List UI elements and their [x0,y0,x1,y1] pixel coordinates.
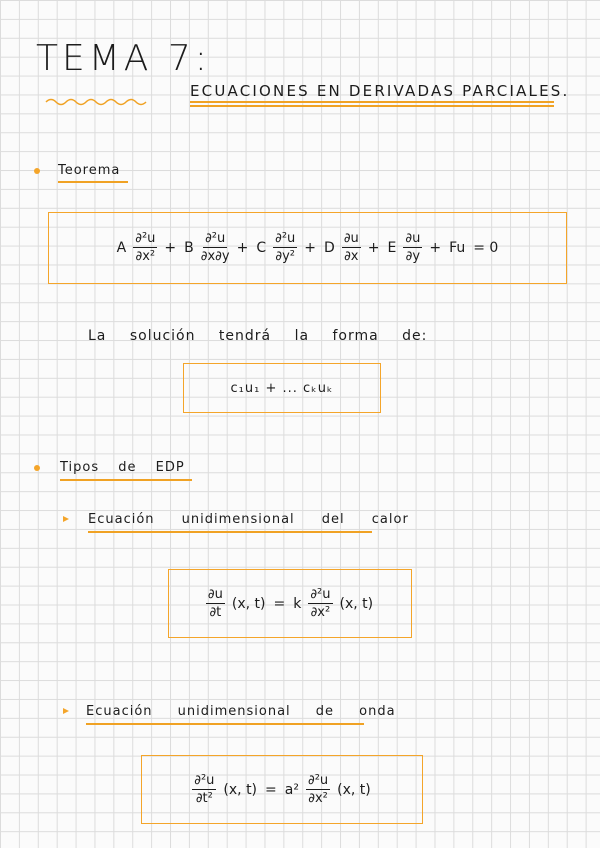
title-wavy-underline [44,97,152,107]
fraction: $\frac{\partial u}{\partial t}$ [207,586,223,620]
subheading-calor: Ecuación unidimensional del calor [88,512,409,527]
triangle-bullet [63,708,69,714]
fraction: $\frac{\text{∂²u}}{\text{∂x²}}$ [135,231,156,264]
section-heading-teorema: Teorema [58,163,121,178]
subheading-underline [86,723,364,725]
section-heading-tipos: Tipos de EDP [60,460,185,475]
fraction: $\frac{\text{∂²u}}{\text{∂t²}}$ [194,772,215,806]
heading-underline [60,479,192,481]
triangle-bullet [63,516,69,522]
bullet-dot [34,465,40,471]
title-underline-1 [190,101,554,103]
wave-equation: $\frac{\text{∂²u}}{\text{∂t²}}$ (x, t) = a² $\frac{\text{∂²u}}{\text{∂x²}}$ (x, t) [194,772,371,806]
page-title: ECUACIONES EN DERIVADAS PARCIALES. [190,82,570,100]
heat-equation: $\frac{\partial u}{\partial t}$ (x, t) = k $\frac{\text{∂²u}}{\text{∂x²}}$ (x, t) [207,586,374,620]
subheading-onda: Ecuación unidimensional de onda [86,704,396,719]
general-pde-equation: A $\frac{\text{∂²u}}{\text{∂x²}}$ + B $\frac{\text{∂²u}}{\partial x\partial y}$ + C $\frac{\text{∂²u}}{\text{∂y²}}$ + D $\frac{\partial u}{\partial x}$ + E $\frac{\partial u}{\partial y}$ + Fu = 0 [116,231,499,264]
fraction: $\frac{\text{∂²u}}{\text{∂x²}}$ [307,772,329,806]
solution-formula: c₁u₁ + ... cₖuₖ [230,380,334,396]
title-underline-2 [190,105,554,107]
fraction: $\frac{\partial u}{\partial y}$ [405,231,421,264]
subheading-underline [88,531,372,533]
fraction: $\frac{\text{∂²u}}{\text{∂x²}}$ [310,586,331,620]
fraction: $\frac{\text{∂²u}}{\text{∂y²}}$ [275,231,296,264]
fraction: $\frac{\partial u}{\partial x}$ [343,231,359,264]
bullet-dot [34,168,40,174]
solution-text: La solución tendrá la forma de: [88,328,428,344]
fraction: $\frac{\text{∂²u}}{\partial x\partial y}$ [200,231,230,264]
heading-underline [58,181,128,183]
title-prefix: TEMA 7: [36,38,211,79]
